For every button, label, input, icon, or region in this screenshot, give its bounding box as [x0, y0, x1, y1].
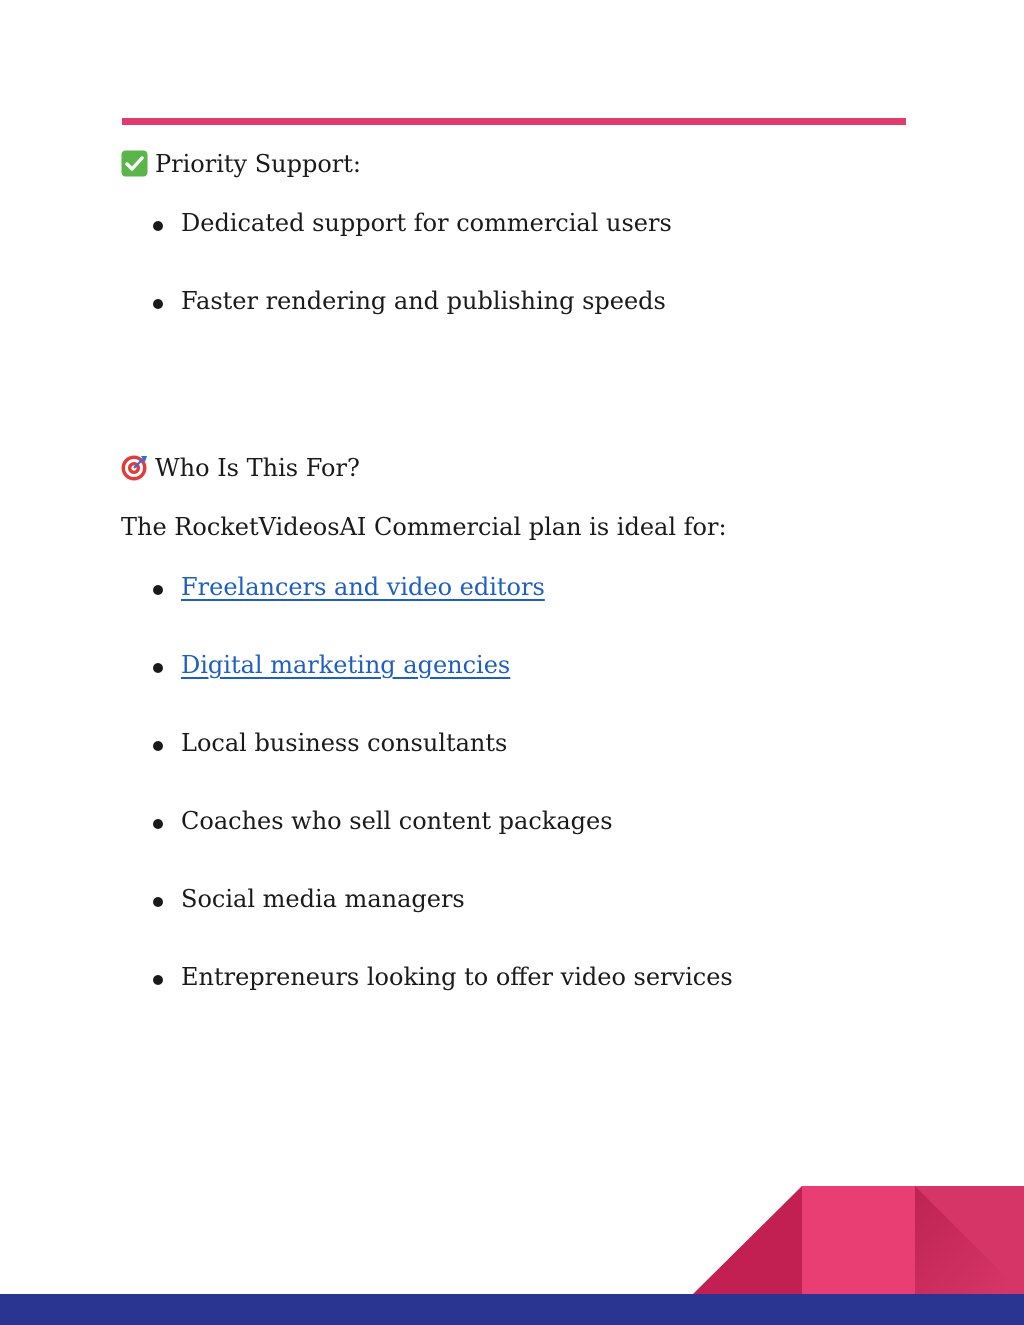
bullet-icon — [153, 585, 163, 595]
list-item-text: Faster rendering and publishing speeds — [181, 287, 666, 315]
footer-navy-band — [0, 1294, 1024, 1325]
audience-heading — [121, 452, 360, 484]
bullet-icon — [153, 819, 163, 829]
priority-support-heading — [121, 148, 361, 180]
priority-support-title: Priority Support: — [155, 150, 362, 178]
audience-title: Who Is This For? — [155, 454, 360, 482]
digital-marketing-agencies-link[interactable]: Digital marketing agencies — [181, 651, 511, 679]
list-item-text: Local business consultants — [181, 729, 508, 757]
footer-triangle-shape — [692, 1186, 802, 1295]
bullet-icon — [153, 663, 163, 673]
audience-intro: The RocketVideosAI Commercial plan is ideal for: — [121, 513, 727, 541]
direct-hit-target-icon — [121, 454, 148, 481]
bullet-icon — [153, 221, 163, 231]
check-mark-icon — [121, 150, 148, 177]
list-item-text: Coaches who sell content packages — [181, 807, 613, 835]
bullet-icon — [153, 897, 163, 907]
footer-pink-block — [802, 1186, 915, 1295]
bullet-icon — [153, 741, 163, 751]
freelancers-link[interactable]: Freelancers and video editors — [181, 573, 545, 601]
bullet-icon — [153, 975, 163, 985]
footer-decoration — [0, 1180, 1024, 1325]
bullet-icon — [153, 299, 163, 309]
list-item-text: Entrepreneurs looking to offer video services — [181, 963, 733, 991]
list-item-text: Dedicated support for commercial users — [181, 209, 672, 237]
list-item-text: Social media managers — [181, 885, 465, 913]
top-accent-rule — [122, 118, 906, 125]
